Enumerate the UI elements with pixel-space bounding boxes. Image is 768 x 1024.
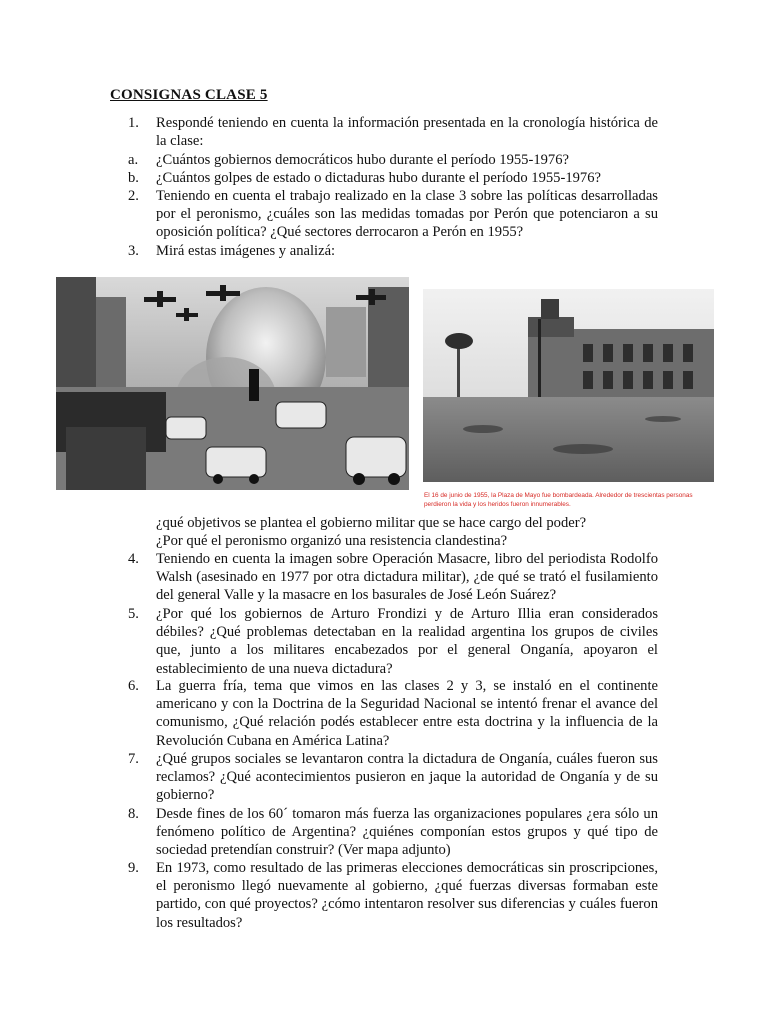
question-6 [110,677,658,751]
question-8 [110,805,658,861]
question-3 [110,242,658,261]
question-number: 9. [128,860,139,876]
question-text: Mirá estas imágenes y analizá: [156,243,336,259]
question-number: 5. [128,606,139,622]
question-1b [110,169,658,188]
question-number: a. [128,152,139,168]
question-text: Teniendo en cuenta el trabajo realizado en la clase 3 sobre las políticas desarrolladas por el peronismo, ¿cuáles son las medidas tomadas por Perón que potenciaron a su oposición política? ¿Qué sectores derrocaron a Perón en 1955? [156,188,658,241]
question-9 [110,859,658,933]
question-text: ¿Qué grupos sociales se levantaron contra la dictadura de Onganía, cuáles fueron sus reclamos? ¿Qué acontecimientos pusieron en jaque la autoridad de Onganía y de su gobierno? [156,751,658,804]
question-number: 3. [128,243,139,259]
question-1 [110,114,658,152]
page-title: CONSIGNAS CLASE 5 [110,87,268,103]
question-number: 1. [128,115,139,131]
question-text: Desde fines de los 60´ tomaron más fuerza las organizaciones populares ¿era sólo un fenómeno político de Argentina? ¿quiénes componían estos grupos y qué tipo de sociedad pretendían construir? (Ver mapa adjunto) [156,806,658,859]
question-number: 4. [128,551,139,567]
question-text: En 1973, como resultado de las primeras elecciones democráticas sin proscripciones, el peronismo llegó nuevamente al gobierno, ¿qué fuerzas diversas formaban este partido, con qué proyectos? ¿cómo intentaron resolver sus diferencias y cuáles fueron los resultados? [156,860,658,931]
question-1a [110,151,658,170]
question-text: La guerra fría, tema que vimos en las clases 2 y 3, se instaló en el continente americano y con la Doctrina de la Seguridad Nacional se intentó frenar el avance del comunismo, ¿Qué relación podés establecer entre esta doctrina y la influencia de la Revolución Cubana en América Latina? [156,678,658,749]
question-number: 7. [128,751,139,767]
plaza-de-mayo-photo [423,289,714,482]
question-text: Respondé teniendo en cuenta la información presentada en la cronología histórica de la clase: [156,115,658,150]
question-number: 2. [128,188,139,204]
bombing-collage-photo [56,277,409,490]
question-number: b. [128,170,139,186]
question-text: ¿Por qué los gobiernos de Arturo Frondizi y de Arturo Illia eran considerados débiles? ¿Qué problemas detectaban en la realidad argentina los grupos de civiles que, junto a los militares encabezados por el general Onganía, apoyaron el establecimiento de una nueva dictadura? [156,606,658,677]
question-5 [110,605,658,679]
question-3-followup-1: ¿qué objetivos se plantea el gobierno militar que se hace cargo del poder? [156,515,587,531]
question-7 [110,750,658,806]
photo-caption: El 16 de junio de 1955, la Plaza de Mayo fue bombardeada. Alrededor de trescientas personas perdieron la vida y los heridos fueron innumerables. [424,492,693,508]
question-4 [110,550,658,606]
question-number: 8. [128,806,139,822]
question-text: ¿Cuántos gobiernos democráticos hubo durante el período 1955-1976? [156,152,569,168]
question-3-followup-2: ¿Por qué el peronismo organizó una resistencia clandestina? [156,533,508,549]
question-text: Teniendo en cuenta la imagen sobre Operación Masacre, libro del periodista Rodolfo Walsh (asesinado en 1977 por otra dictadura militar), ¿de qué se trató el fusilamiento del general Valle y la masacre en los basurales de José León Suárez? [156,551,658,604]
question-text: ¿Cuántos golpes de estado o dictaduras hubo durante el período 1955-1976? [156,170,601,186]
question-2 [110,187,658,243]
question-number: 6. [128,678,139,694]
